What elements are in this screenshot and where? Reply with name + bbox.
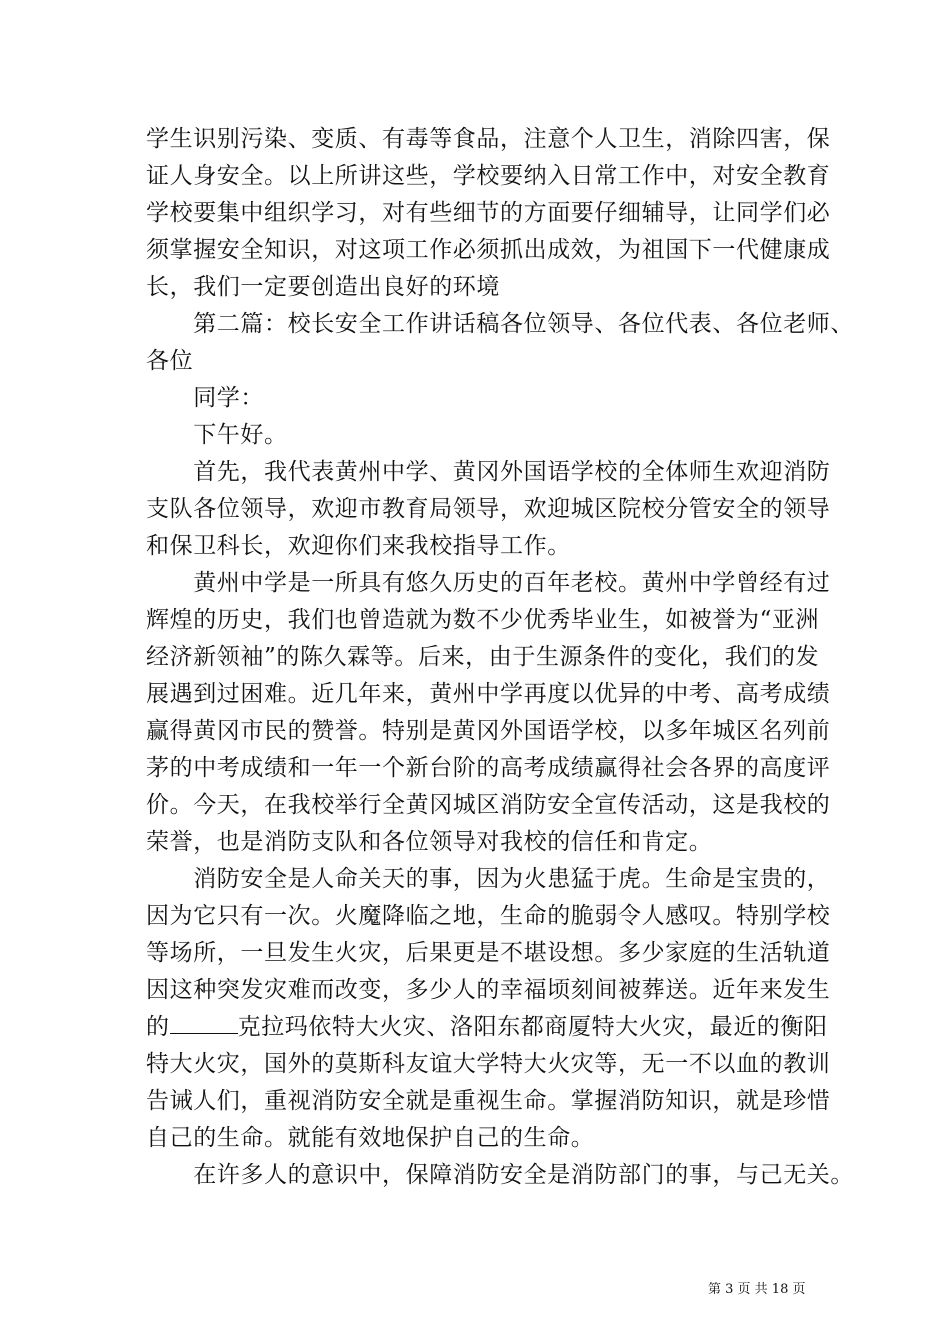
text-line: 赢得黄冈市民的赞誉。特别是黄冈外国语学校，以多年城区名列前 <box>146 718 831 744</box>
text-line: 首先，我代表黄州中学、黄冈外国语学校的全体师生欢迎消防 <box>146 459 831 485</box>
text-line: 特大火灾，国外的莫斯科友谊大学特大火灾等，无一不以血的教训 <box>146 1051 831 1077</box>
text-line: 消防安全是人命关天的事，因为火患猛于虎。生命是宝贵的， <box>146 866 831 892</box>
text-fragment: 克拉玛依特大火灾、洛阳东都商厦特大火灾，最近的衡阳 <box>237 1014 828 1040</box>
text-line: 自己的生命。就能有效地保护自己的生命。 <box>146 1125 595 1151</box>
greeting: 下午好。 <box>146 422 288 448</box>
text-line: 因为它只有一次。火魔降临之地，生命的脆弱令人感叹。特别学校 <box>146 903 831 929</box>
text-line: 等场所，一旦发生火灾，后果更是不堪设想。多少家庭的生活轨道 <box>146 940 831 966</box>
text-line: 支队各位领导，欢迎市教育局领导，欢迎城区院校分管安全的领导 <box>146 496 831 522</box>
text-line: 在许多人的意识中，保障消防安全是消防部门的事，与己无关。 <box>146 1162 854 1188</box>
text-line: 经济新领袖”的陈久霖等。后来，由于生源条件的变化，我们的发 <box>146 644 820 670</box>
text-line: 各位 <box>146 348 194 374</box>
text-line: 学生识别污染、变质、有毒等食品，注意个人卫生，消除四害，保 <box>146 126 831 152</box>
fill-blank <box>170 1013 238 1034</box>
text-line: 辉煌的历史，我们也曾造就为数不少优秀毕业生，如被誉为“亚洲 <box>146 607 820 633</box>
section-heading: 第二篇：校长安全工作讲话稿各位领导、各位代表、各位老师、 <box>146 311 854 337</box>
text-line: 黄州中学是一所具有悠久历史的百年老校。黄州中学曾经有过 <box>146 570 831 596</box>
text-fragment: 的 <box>146 1014 170 1040</box>
text-line: 须掌握安全知识，对这项工作必须抓出成效，为祖国下一代健康成 <box>146 237 831 263</box>
text-line: 学校要集中组织学习，对有些细节的方面要仔细辅导，让同学们必 <box>146 200 831 226</box>
salutation: 同学： <box>146 385 264 411</box>
text-line-with-blank <box>146 1009 836 1046</box>
text-line: 长，我们一定要创造出良好的环境 <box>146 274 500 300</box>
text-line: 展遇到过困难。近几年来，黄州中学再度以优异的中考、高考成绩 <box>146 681 831 707</box>
page-number: 第 3 页 共 18 页 <box>708 1282 806 1297</box>
text-line: 荣誉，也是消防支队和各位领导对我校的信任和肯定。 <box>146 829 713 855</box>
text-line: 茅的中考成绩和一年一个新台阶的高考成绩赢得社会各界的高度评 <box>146 755 831 781</box>
text-line: 和保卫科长，欢迎你们来我校指导工作。 <box>146 533 571 559</box>
text-line: 证人身安全。以上所讲这些，学校要纳入日常工作中，对安全教育 <box>146 163 831 189</box>
text-line: 因这种突发灾难而改变，多少人的幸福顷刻间被葬送。近年来发生 <box>146 977 831 1003</box>
text-line: 价。今天，在我校举行全黄冈城区消防安全宣传活动，这是我校的 <box>146 792 831 818</box>
text-line: 告诫人们，重视消防安全就是重视生命。掌握消防知识，就是珍惜 <box>146 1088 831 1114</box>
